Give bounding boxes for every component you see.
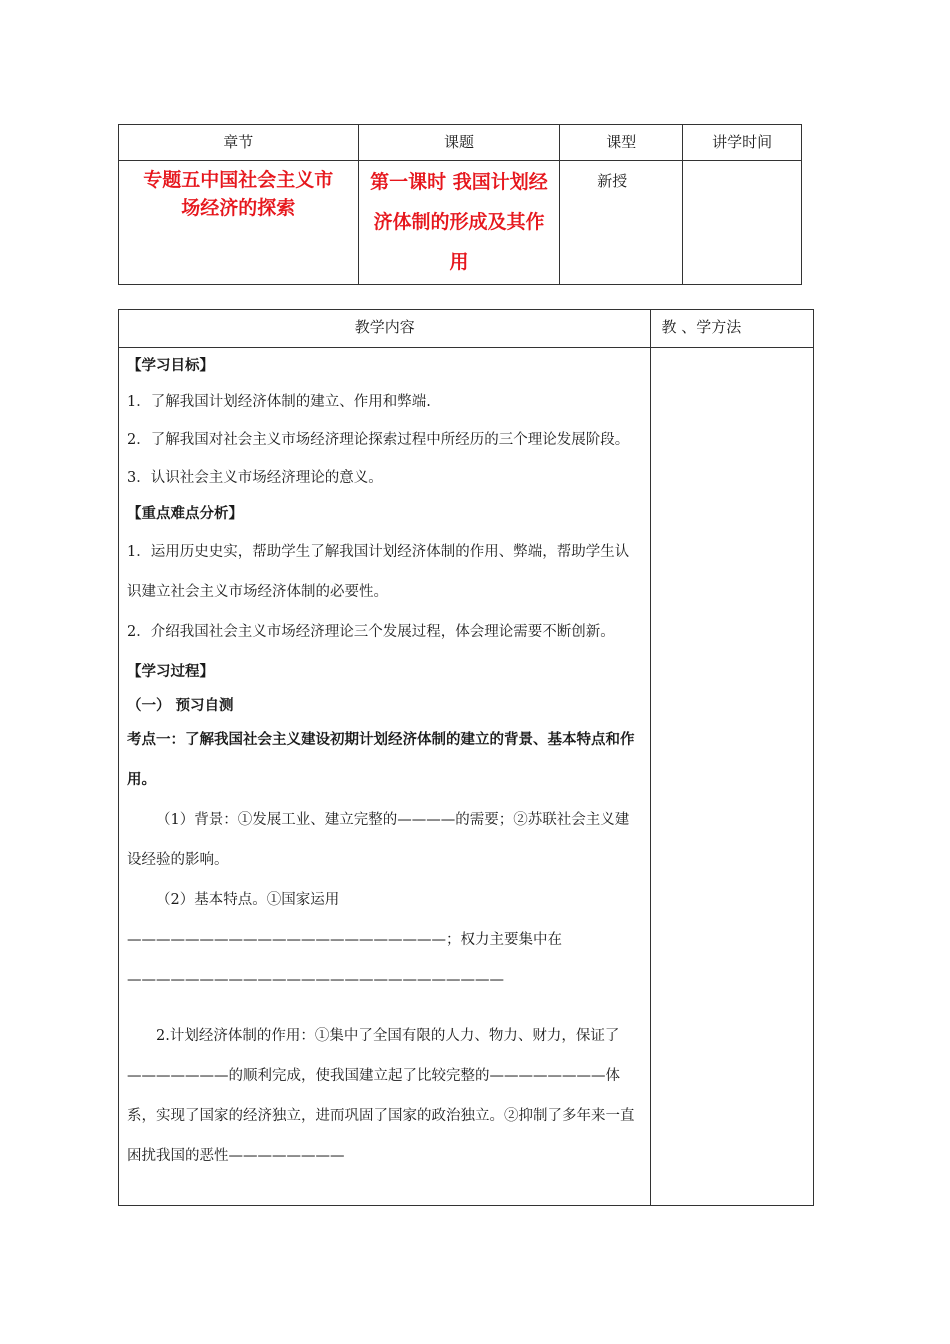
chapter-cell (119, 161, 359, 285)
lesson-type-value: 新授 (597, 172, 628, 190)
method-column-header: 教 、学方法 (651, 310, 814, 348)
lesson-content-table (118, 309, 814, 1206)
time-cell (683, 161, 802, 285)
goal-item: 2．了解我国对社会主义市场经济理论探索过程中所经历的三个理论发展阶段。 (127, 432, 630, 448)
header-topic: 课题 (358, 125, 560, 161)
point-heading: 考点一：了解我国社会主义建设初期计划经济体制的建立的背景、基本特点和作用。 (127, 732, 635, 788)
content-column-header: 教学内容 (119, 310, 651, 348)
header-lesson-type: 课型 (560, 125, 683, 161)
header-time: 讲学时间 (683, 125, 802, 161)
background-text: （1）背景：①发展工业、建立完整的————的需要；②苏联社会主义建设经验的影响。 (127, 812, 630, 868)
key-point-item: 2．介绍我国社会主义市场经济理论三个发展过程，体会理论需要不断创新。 (127, 624, 615, 640)
topic-title: 第一课时 我国计划经济体制的形成及其作用 (370, 171, 548, 273)
goals-heading: 【学习目标】 (127, 358, 214, 374)
role-text: 2.计划经济体制的作用：①集中了全国有限的人力、物力、财力，保证了———————的顺利完成，使我国建立起了比较完整的————————体系，实现了国家的经济独立，进而巩固了国家的政治独立。②抑制了多年来一直困扰我国的恶性———————— (127, 1028, 635, 1164)
chapter-title: 专题五中国社会主义市场经济的探索 (143, 169, 334, 219)
goal-item: 1．了解我国计划经济体制的建立、作用和弊端. (127, 394, 431, 410)
key-point-item: 1．运用历史史实，帮助学生了解我国计划经济体制的作用、弊端，帮助学生认识建立社会主义市场经济体制的必要性。 (127, 544, 630, 600)
process-heading: 【学习过程】 (127, 664, 214, 680)
key-points-heading: 【重点难点分析】 (127, 506, 243, 522)
header-chapter: 章节 (119, 125, 359, 161)
goal-item: 3．认识社会主义市场经济理论的意义。 (127, 470, 383, 486)
topic-cell (358, 161, 560, 285)
method-body (651, 348, 814, 1206)
features-text: （2）基本特点。①国家运用——————————————————————；权力主要集中在—————————————————————————— (127, 892, 562, 988)
lesson-type-cell (560, 161, 683, 285)
course-header-table (118, 124, 802, 285)
section-heading: （一） 预习自测 (127, 698, 234, 714)
content-body (119, 348, 651, 1206)
